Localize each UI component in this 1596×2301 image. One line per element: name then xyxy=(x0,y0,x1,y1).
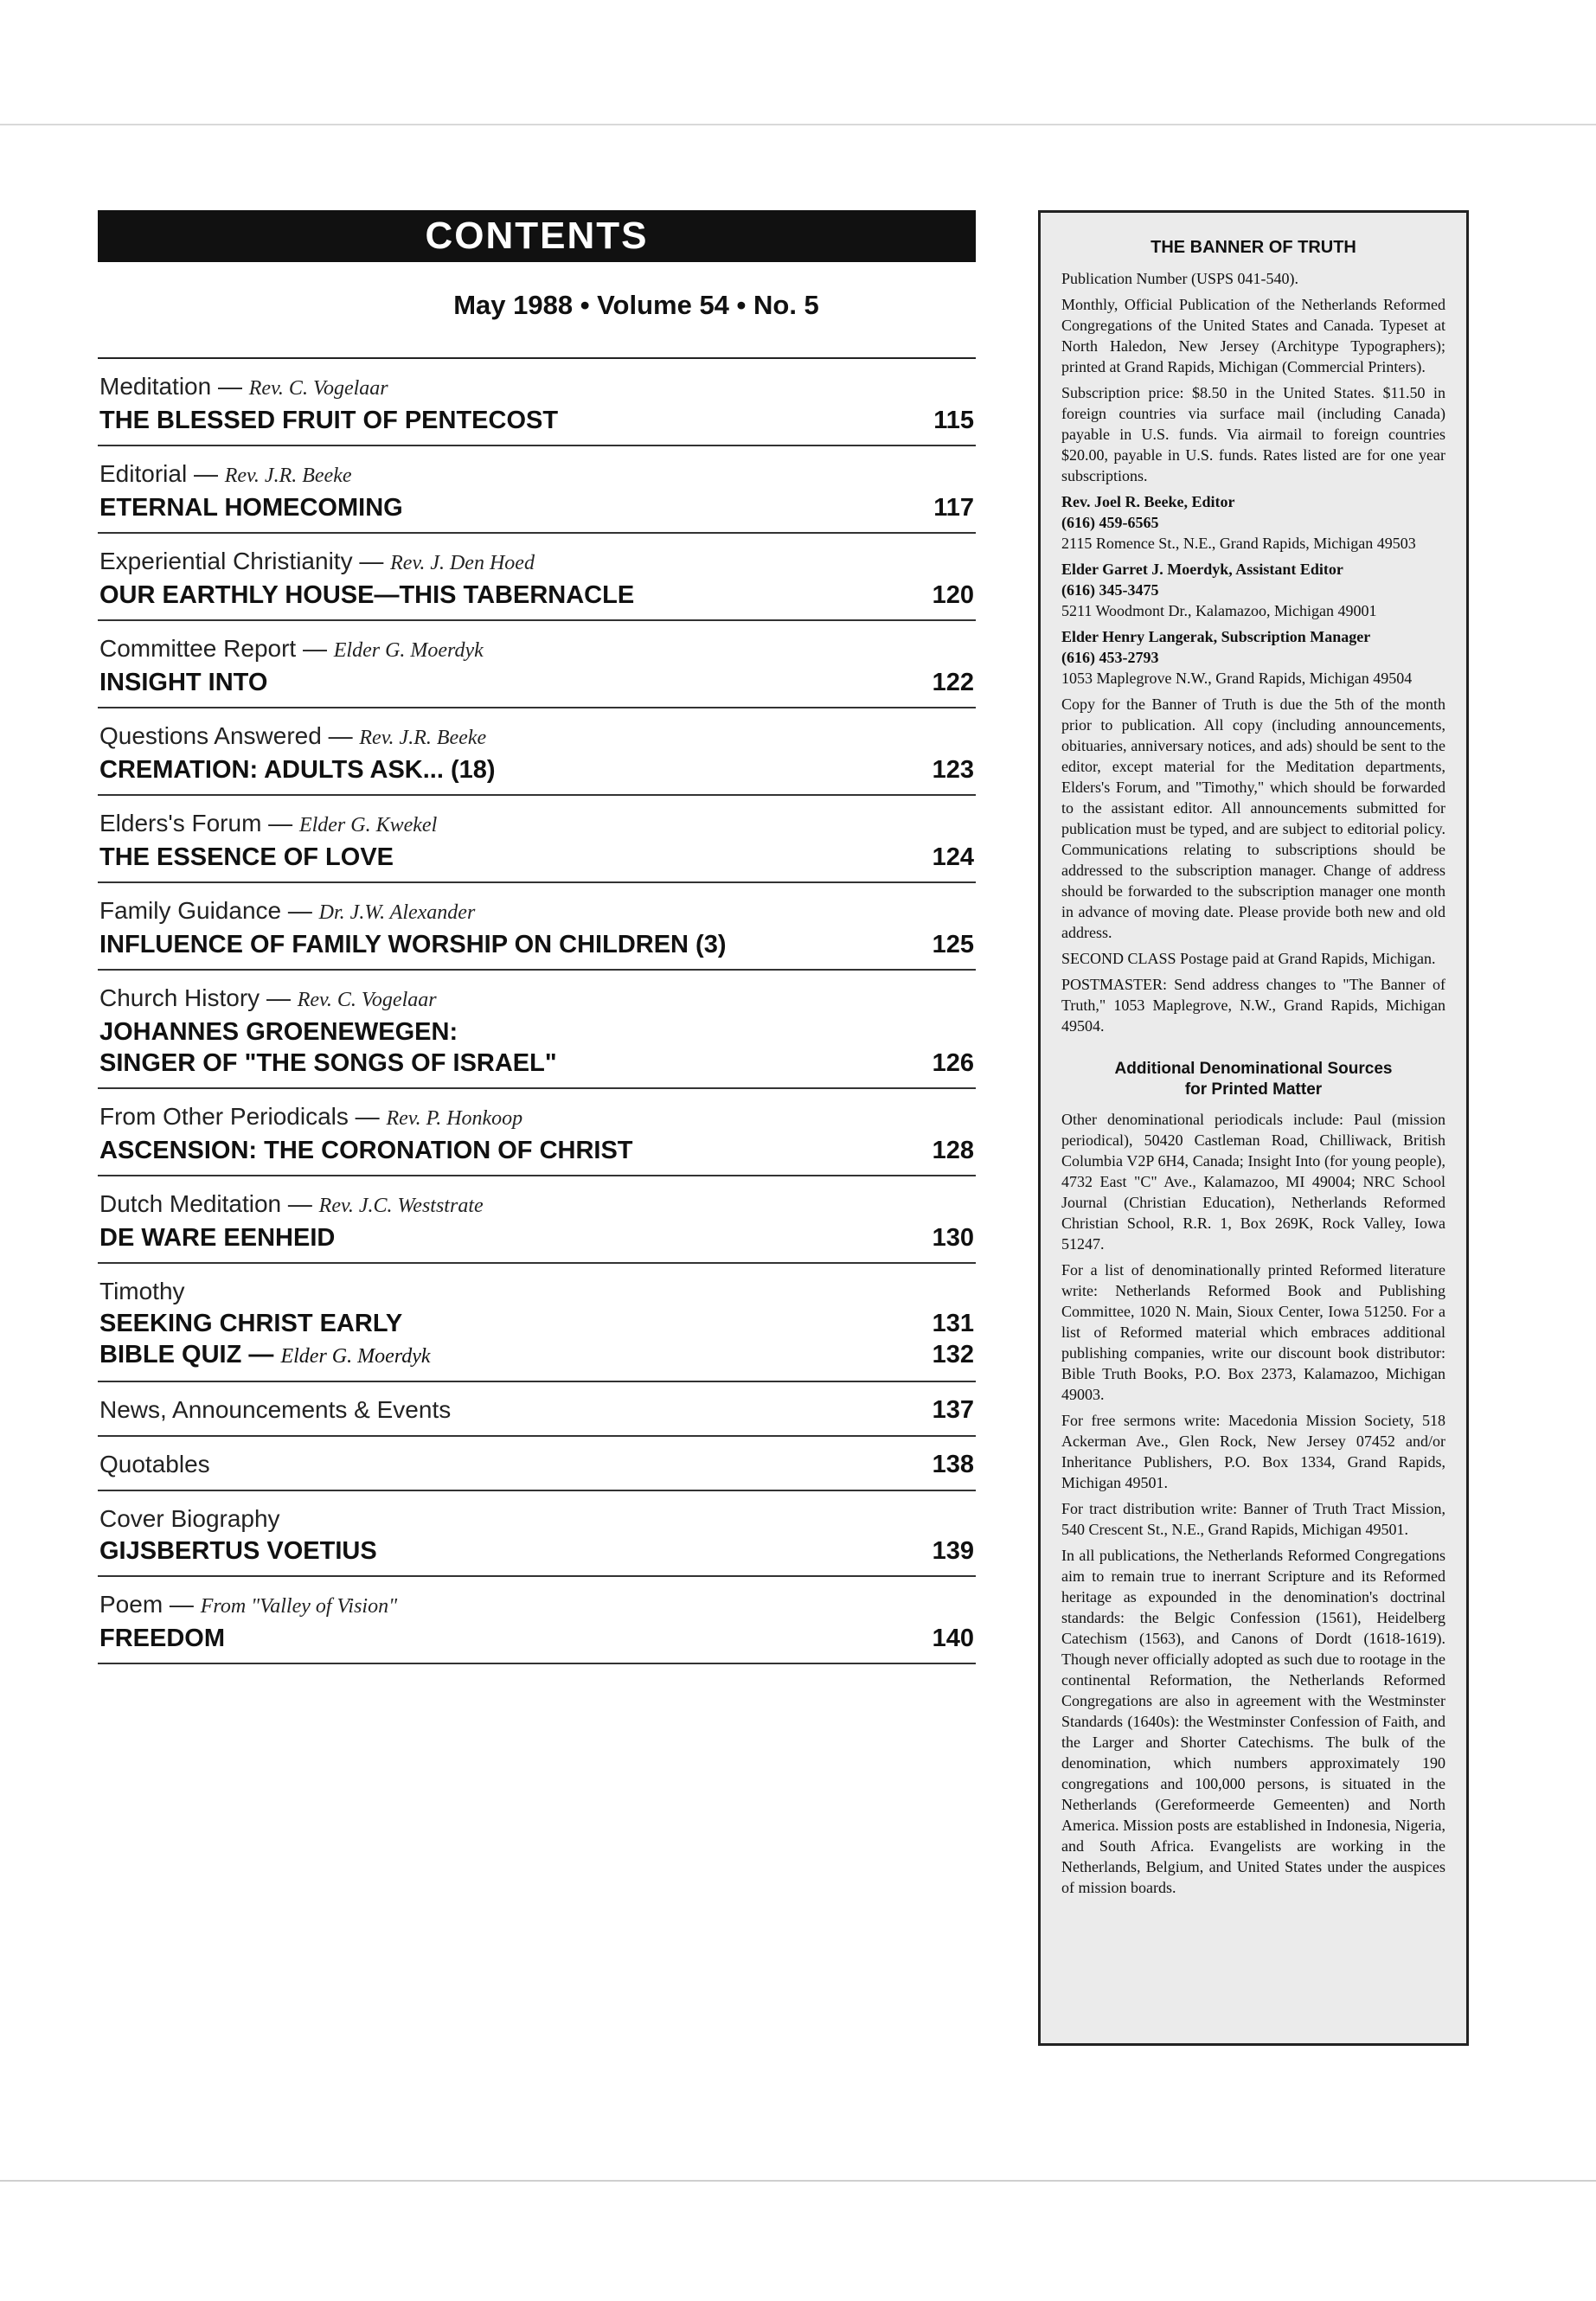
toc-entry[interactable]: Poem — From "Valley of Vision" FREEDOM 140 xyxy=(98,1577,976,1664)
page-edge-top xyxy=(0,124,1596,125)
entry-page: 120 xyxy=(932,581,974,609)
entry-byline: Elder G. Kwekel xyxy=(298,814,438,836)
entry-title[interactable]: FREEDOM xyxy=(99,1625,225,1652)
sources-sermons: For free sermons write: Macedonia Mission Society, 518 Ackerman Ave., Glen Rock, New Jersey 07452 and/or Inheritance Publishers, P.O. Box 1334, Grand Rapids, Michigan 49501. xyxy=(1061,1412,1445,1491)
subscription-manager-name: Elder Henry Langerak, Subscription Manager xyxy=(1061,628,1371,645)
entry-page: 137 xyxy=(932,1396,974,1424)
mission-statement: In all publications, the Netherlands Reformed Congregations aim to remain true to inerrant Scripture and its Reformed heritage as expounded in the denomination's doctrinal standards: the Belgic Confession (1561), Heidelberg Catechism (1563), and Canons of Dordt (1618-1619). Though never officially adopted as such due to rootage in the continental Reformation, the Netherlands Reformed Congregations are also in agreement with the Westminster Standards (1640s): the Westminster Confession of Faith, and the Larger and Shorter Catechisms. The bulk of the denomination, which numbers approximately 190 congregations and 100,000 persons, is situated in the Netherlands (Gereformeerde Gemeenten) and North America. Mission posts are established in Indonesia, Nigeria, and South Africa. Evangelists are working in the Netherlands, Belgium, and United States under the auspices of mission boards. xyxy=(1061,1547,1445,1896)
entry-title[interactable]: SEEKING CHRIST EARLY xyxy=(99,1310,403,1337)
entry-byline: Rev. C. Vogelaar xyxy=(297,989,437,1011)
entry-byline: Rev. J.R. Beeke xyxy=(224,465,352,487)
entry-category: Timothy xyxy=(99,1278,185,1304)
entry-page: 124 xyxy=(932,843,974,871)
toc-entry[interactable] xyxy=(98,1382,976,1437)
entry-category: Editorial xyxy=(99,460,188,487)
entry-title[interactable]: INFLUENCE OF FAMILY WORSHIP ON CHILDREN (3) xyxy=(99,931,727,958)
assistant-editor-contact xyxy=(1061,559,1445,621)
entry-title[interactable]: DE WARE EENHEID xyxy=(99,1224,336,1252)
entry-category: Elders's Forum xyxy=(99,810,262,836)
entry-page: 123 xyxy=(932,756,974,784)
sources-literature: For a list of denominationally printed Reformed literature write: Netherlands Reformed Book and Publishing Committee, 1020 N. Main, Sioux Center, Iowa 51250. For a list of Reformed material which embraces additional publishing companies, write our discount book distributor: Bible Truth Books, P.O. Box 2373, Kalamazoo, Michigan 49003. xyxy=(1061,1261,1445,1403)
entry-category: Meditation xyxy=(99,373,212,400)
entry-byline: Rev. P. Honkoop xyxy=(386,1107,523,1130)
entry-category: Poem xyxy=(99,1591,163,1618)
editor-address: 2115 Romence St., N.E., Grand Rapids, Michigan 49503 xyxy=(1061,535,1416,552)
entry-title[interactable]: GIJSBERTUS VOETIUS xyxy=(99,1537,377,1565)
entry-category[interactable]: News, Announcements & Events xyxy=(99,1396,452,1423)
publication-number: Publication Number (USPS 041-540). xyxy=(1061,270,1298,287)
editor-phone: (616) 459-6565 xyxy=(1061,514,1159,531)
entry-page: 122 xyxy=(932,669,974,696)
toc-entry[interactable]: Church History — Rev. C. Vogelaar JOHANNES GROENEWEGEN: SINGER OF "THE SONGS OF ISRAEL" 126 xyxy=(98,971,976,1089)
entry-page-2: 132 xyxy=(932,1341,974,1368)
entry-category: From Other Periodicals xyxy=(99,1103,349,1130)
entry-category: Cover Biography xyxy=(99,1505,280,1532)
entry-byline: Elder G. Moerdyk xyxy=(333,639,484,662)
toc-entry[interactable]: Timothy SEEKING CHRIST EARLY 131 BIBLE QUIZ — Elder G. Moerdyk 132 xyxy=(98,1264,976,1382)
toc-entry[interactable]: Committee Report — Elder G. Moerdyk INSIGHT INTO 122 xyxy=(98,621,976,708)
entry-category: Family Guidance xyxy=(99,897,282,924)
sources-periodicals: Other denominational periodicals include: Paul (mission periodical), 50420 Castleman Road, Chilliwack, British Columbia V2P 6H4, Canada; Insight Into (for young people), 4732 East "C" Ave., Kalamazoo, MI 49004; NRC School Journal (Christian Education), Netherlands Reformed Christian School, R.R. 1, Box 269K, Rock Valley, Iowa 51247. xyxy=(1061,1111,1445,1253)
subscription-manager-phone: (616) 453-2793 xyxy=(1061,649,1159,666)
entry-category[interactable]: Quotables xyxy=(99,1451,210,1477)
entry-category: Dutch Meditation xyxy=(99,1190,282,1217)
contents-section xyxy=(98,210,976,1664)
entry-page: 128 xyxy=(932,1137,974,1164)
subscription-manager-address: 1053 Maplegrove N.W., Grand Rapids, Michigan 49504 xyxy=(1061,670,1413,687)
entry-byline: Rev. J.R. Beeke xyxy=(359,727,487,749)
toc-entry[interactable]: Meditation — Rev. C. Vogelaar THE BLESSED FRUIT OF PENTECOST 115 xyxy=(98,359,976,446)
toc-entry[interactable]: Editorial — Rev. J.R. Beeke ETERNAL HOMECOMING 117 xyxy=(98,446,976,534)
entry-byline-2: Elder G. Moerdyk xyxy=(280,1345,431,1368)
toc-entry[interactable] xyxy=(98,1491,976,1577)
entry-page: 131 xyxy=(932,1310,974,1337)
entry-page: 117 xyxy=(933,494,974,522)
subscription-price: Subscription price: $8.50 in the United States. $11.50 in foreign countries via surface mail (including Canada) payable in U.S. funds. Via airmail to foreign countries $20.00, payable in U.S. funds. Rates listed are for one year subscriptions. xyxy=(1061,384,1445,484)
entry-page: 125 xyxy=(932,931,974,958)
entry-title[interactable]: ASCENSION: THE CORONATION OF CHRIST xyxy=(99,1137,633,1164)
editor-contact xyxy=(1061,491,1445,554)
toc-entry[interactable]: From Other Periodicals — Rev. P. Honkoop ASCENSION: THE CORONATION OF CHRIST 128 xyxy=(98,1089,976,1176)
entry-title[interactable]: THE ESSENCE OF LOVE xyxy=(99,843,394,871)
entry-byline: From "Valley of Vision" xyxy=(200,1595,398,1618)
sources-tracts: For tract distribution write: Banner of Truth Tract Mission, 540 Crescent St., N.E., Grand Rapids, Michigan 49501. xyxy=(1061,1500,1445,1538)
entry-page: 126 xyxy=(932,1049,974,1077)
toc-entry[interactable]: Family Guidance — Dr. J.W. Alexander INFLUENCE OF FAMILY WORSHIP ON CHILDREN (3) 125 xyxy=(98,883,976,971)
sources-heading-line2: for Printed Matter xyxy=(1184,1080,1323,1099)
entry-byline: Rev. J. Den Hoed xyxy=(390,552,535,574)
entry-title[interactable]: CREMATION: ADULTS ASK... (18) xyxy=(99,756,496,784)
entry-category: Questions Answered xyxy=(99,722,322,749)
entry-title[interactable]: ETERNAL HOMECOMING xyxy=(99,494,403,522)
entry-title[interactable]: THE BLESSED FRUIT OF PENTECOST xyxy=(99,407,559,434)
entry-page: 140 xyxy=(932,1625,974,1652)
entry-page: 138 xyxy=(932,1451,974,1478)
assistant-editor-phone: (616) 345-3475 xyxy=(1061,581,1159,599)
entry-byline: Rev. J.C. Weststrate xyxy=(318,1195,484,1217)
entry-title[interactable]: INSIGHT INTO xyxy=(99,669,268,696)
editor-name: Rev. Joel R. Beeke, Editor xyxy=(1061,493,1235,510)
entry-title[interactable]: OUR EARTHLY HOUSE—THIS TABERNACLE xyxy=(99,581,635,609)
sources-heading-line1: Additional Denominational Sources xyxy=(1114,1060,1393,1078)
toc-entry[interactable] xyxy=(98,1437,976,1491)
sources-heading xyxy=(1061,1059,1445,1100)
entry-page: 115 xyxy=(933,407,974,434)
toc-entry[interactable]: Questions Answered — Rev. J.R. Beeke CREMATION: ADULTS ASK... (18) 123 xyxy=(98,708,976,796)
postage-notice: SECOND CLASS Postage paid at Grand Rapids, Michigan. xyxy=(1061,950,1436,967)
entry-byline: Dr. J.W. Alexander xyxy=(318,901,476,924)
entry-title-2[interactable]: BIBLE QUIZ xyxy=(99,1341,242,1368)
contents-heading: CONTENTS xyxy=(98,210,976,262)
entry-category: Church History xyxy=(99,984,260,1011)
entry-category: Experiential Christianity xyxy=(99,548,353,574)
page-edge-bottom xyxy=(0,2180,1596,2182)
masthead-box xyxy=(1038,210,1469,2046)
copy-notice: Copy for the Banner of Truth is due the 5th of the month prior to publication. All copy (including announcements, obituaries, anniversary notices, and ads) should be sent to the editor, except material for the Meditation departments, Elders's Forum, and "Timothy," which should be forwarded to the assistant editor. All announcements submitted for publication must be typed, and are subject to editorial policy. Communications relating to subscriptions should be addressed to the subscription manager. Change of address should be forwarded to the subscription manager one month in advance of moving date. Please provide both new and old address. xyxy=(1061,695,1445,941)
postmaster-notice: POSTMASTER: Send address changes to "The Banner of Truth," 1053 Maplegrove, N.W., Grand Rapids, Michigan 49504. xyxy=(1061,976,1445,1035)
entry-byline: Rev. C. Vogelaar xyxy=(248,377,388,400)
masthead-title: THE BANNER OF TRUTH xyxy=(1151,238,1356,257)
entry-page: 139 xyxy=(932,1537,974,1565)
publication-description: Monthly, Official Publication of the Netherlands Reformed Congregations of the United States and Canada. Typeset at North Haledon, New Jersey (Architype Typographers); printed at Grand Rapids, Michigan (Commercial Printers). xyxy=(1061,296,1445,375)
toc-entry[interactable]: Dutch Meditation — Rev. J.C. Weststrate DE WARE EENHEID 130 xyxy=(98,1176,976,1264)
entry-title[interactable]: SINGER OF "THE SONGS OF ISRAEL" xyxy=(99,1049,557,1077)
issue-line: May 1988 • Volume 54 • No. 5 xyxy=(453,290,819,320)
assistant-editor-name: Elder Garret J. Moerdyk, Assistant Editor xyxy=(1061,561,1343,578)
toc-entry[interactable]: Experiential Christianity — Rev. J. Den Hoed OUR EARTHLY HOUSE—THIS TABERNACLE 120 xyxy=(98,534,976,621)
entry-title-line1[interactable]: JOHANNES GROENEWEGEN: xyxy=(99,1018,458,1046)
toc-entry[interactable]: Elders's Forum — Elder G. Kwekel THE ESSENCE OF LOVE 124 xyxy=(98,796,976,883)
assistant-editor-address: 5211 Woodmont Dr., Kalamazoo, Michigan 49001 xyxy=(1061,602,1377,619)
entry-page: 130 xyxy=(932,1224,974,1252)
subscription-manager-contact xyxy=(1061,626,1445,689)
entry-category: Committee Report xyxy=(99,635,297,662)
